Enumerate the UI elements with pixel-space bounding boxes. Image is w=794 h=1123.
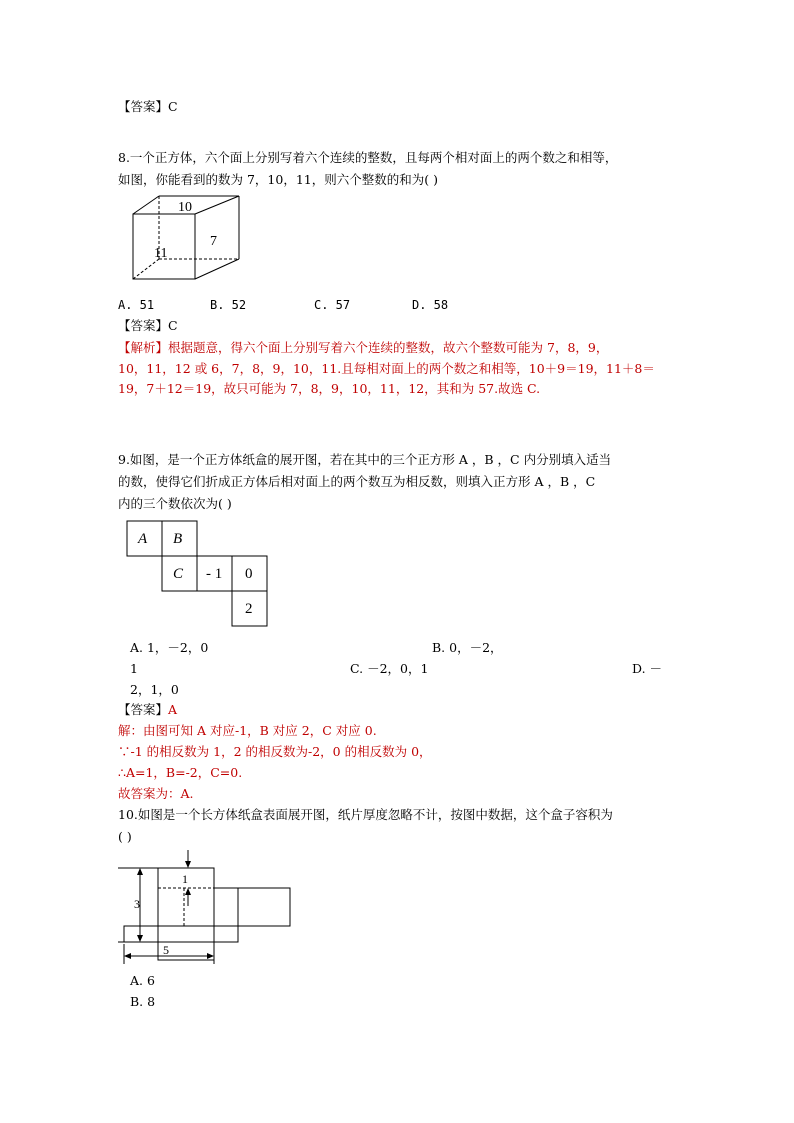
- q9-net-figure: [126, 520, 271, 630]
- q10-option-a: A. 6: [130, 973, 155, 988]
- answer-label: 【答案】: [118, 702, 169, 717]
- q8-answer: [118, 318, 178, 334]
- q10-option-b: B. 8: [130, 994, 156, 1009]
- answer-label: 【答案】: [118, 318, 169, 333]
- analysis-text: 根据题意，得六个面上分别写着六个连续的整数，故六个整数可能为 7，8，9，: [168, 340, 609, 355]
- cube-top-number: 10: [178, 200, 192, 215]
- q9-option-b-cont: 1: [130, 661, 138, 676]
- q9-option-a: A. 1，－2，0: [130, 640, 209, 655]
- cube-front-number: 11: [154, 246, 168, 261]
- q10-text-line-1: 10.如图是一个长方体纸盒表面展开图，纸片厚度忽略不计，按图中数据，这个盒子容积为: [118, 807, 613, 822]
- q8-option-b: B. 52: [210, 298, 247, 312]
- q9-option-d: [632, 661, 662, 677]
- q10-text-line-2: ( ): [118, 829, 132, 844]
- net-square-c: C: [173, 566, 184, 582]
- dimension-5-label: 5: [163, 943, 169, 957]
- q9-option-c: C. －2，0，1: [350, 661, 429, 676]
- q8-analysis-line-3: 19，7＋12＝19，故只可能为 7，8，9，10，11，12，其和为 57.故选 C.: [118, 381, 541, 396]
- q9-solution-line-1: 解：由图可知 A 对应-1，B 对应 2，C 对应 0.: [118, 723, 377, 738]
- q9-text-line-1: 9.如图，是一个正方体纸盒的展开图，若在其中的三个正方形 A ，B ，C 内分别填入适当: [118, 452, 612, 467]
- net-square-a: A: [138, 531, 148, 547]
- option-d-label: D. －: [632, 661, 663, 676]
- analysis-label: 【解析】: [118, 340, 169, 355]
- net-square-b: B: [173, 531, 183, 547]
- q8-cube-figure: [128, 192, 248, 287]
- q10-net-figure: [118, 848, 298, 966]
- dimension-3-label: 3: [134, 897, 140, 911]
- q8-analysis-line-2: 10，11，12 或 6，7，8，9，10，11.且每相对面上的两个数之和相等，10＋9＝19，11＋8＝: [118, 361, 655, 376]
- q9-option-b: B. 0，－2，: [432, 640, 503, 655]
- q9-answer: [118, 702, 177, 718]
- cube-right-number: 7: [210, 234, 217, 249]
- q8-option-c: C. 57: [314, 298, 351, 312]
- q8-option-d: D. 58: [412, 298, 449, 312]
- q9-solution-line-3: ∴A=1，B=-2，C=0.: [118, 765, 243, 780]
- q8-analysis-line-1: [118, 340, 608, 356]
- q9-option-d-cont: 2，1，0: [130, 682, 179, 697]
- q9-solution-line-2: ∵-1 的相反数为 1，2 的相反数为-2，0 的相反数为 0，: [118, 744, 432, 759]
- q7-answer: [118, 99, 178, 115]
- q9-text-line-2: 的数，使得它们折成正方体后相对面上的两个数互为相反数，则填入正方形 A ，B ，C: [118, 474, 596, 489]
- dimension-1-label: 1: [182, 872, 188, 886]
- answer-label: 【答案】: [118, 99, 169, 114]
- answer-value: C: [168, 318, 178, 333]
- q9-solution-line-4: 故答案为：A.: [118, 786, 194, 801]
- q9-text-line-3: 内的三个数依次为( ): [118, 496, 232, 511]
- answer-value: C: [168, 99, 178, 114]
- net-square-minus-one: - 1: [206, 566, 223, 582]
- q8-text-line-1: 8.一个正方体，六个面上分别写着六个连续的整数，且每两个相对面上的两个数之和相等，: [118, 150, 618, 165]
- net-square-two: 2: [245, 601, 253, 617]
- q8-text-line-2: 如图，你能看到的数为 7，10，11，则六个整数的和为( ): [118, 172, 438, 187]
- q8-option-a: A. 51: [118, 298, 155, 312]
- net-square-zero: 0: [245, 566, 253, 582]
- answer-value: A: [168, 702, 178, 717]
